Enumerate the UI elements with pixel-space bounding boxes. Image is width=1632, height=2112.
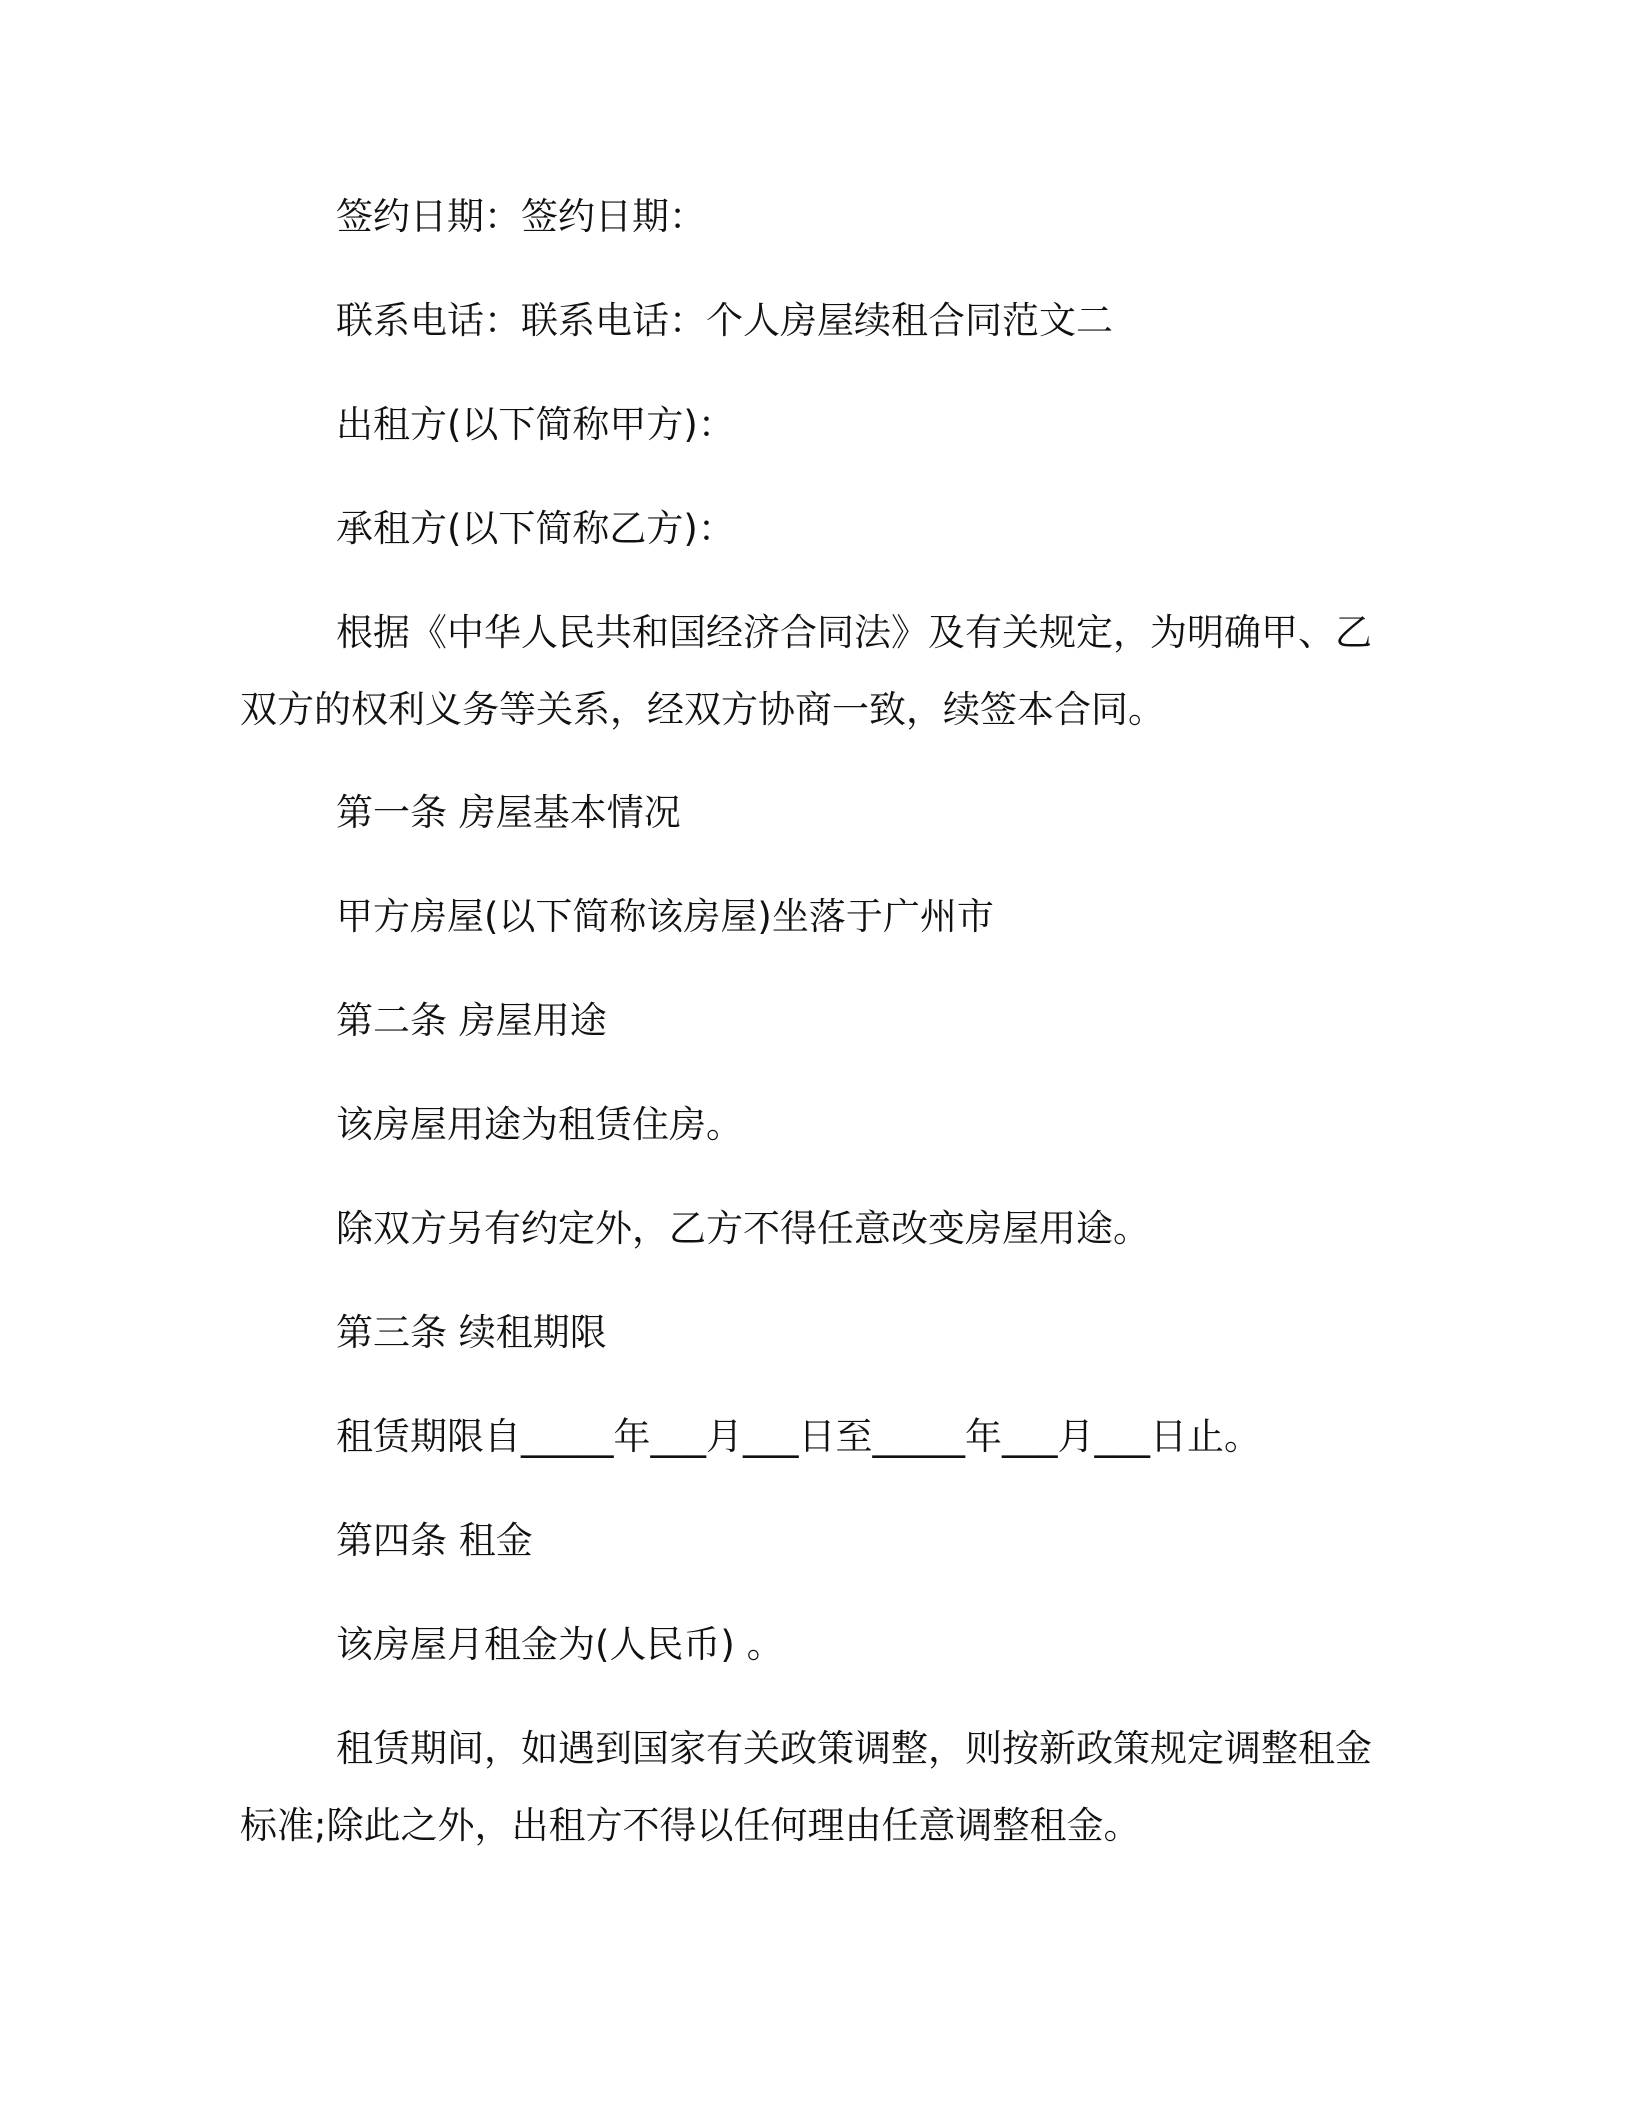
contact-phone-line: 联系电话：联系电话：个人房屋续租合同范文二 bbox=[336, 299, 1113, 342]
article-4-text-2: 租赁期间，如遇到国家有关政策调整，则按新政策规定调整租金标准;除此之外，出租方不得以任何理由任意调整租金。 bbox=[240, 1727, 1372, 1847]
article-4-text-1: 该房屋月租金为(人民币) 。 bbox=[336, 1623, 784, 1666]
article-2-heading: 第二条 房屋用途 bbox=[336, 999, 607, 1042]
article-1-heading: 第一条 房屋基本情况 bbox=[336, 791, 681, 834]
article-3-text: 租赁期限自_____年___月___日至_____年___月___日止。 bbox=[336, 1415, 1261, 1458]
article-4-heading: 第四条 租金 bbox=[336, 1519, 533, 1562]
article-2-text-2: 除双方另有约定外，乙方不得任意改变房屋用途。 bbox=[336, 1207, 1150, 1250]
article-3-heading: 第三条 续租期限 bbox=[336, 1311, 607, 1354]
lessor-line: 出租方(以下简称甲方)： bbox=[336, 403, 735, 446]
lessee-line: 承租方(以下简称乙方)： bbox=[336, 507, 735, 550]
signing-date-line: 签约日期：签约日期： bbox=[336, 195, 706, 238]
article-1-text: 甲方房屋(以下简称该房屋)坐落于广州市 bbox=[336, 895, 994, 938]
preamble-paragraph: 根据《中华人民共和国经济合同法》及有关规定，为明确甲、乙双方的权利义务等关系，经双方协商一致，续签本合同。 bbox=[240, 611, 1372, 731]
article-2-text-1: 该房屋用途为租赁住房。 bbox=[336, 1103, 743, 1146]
